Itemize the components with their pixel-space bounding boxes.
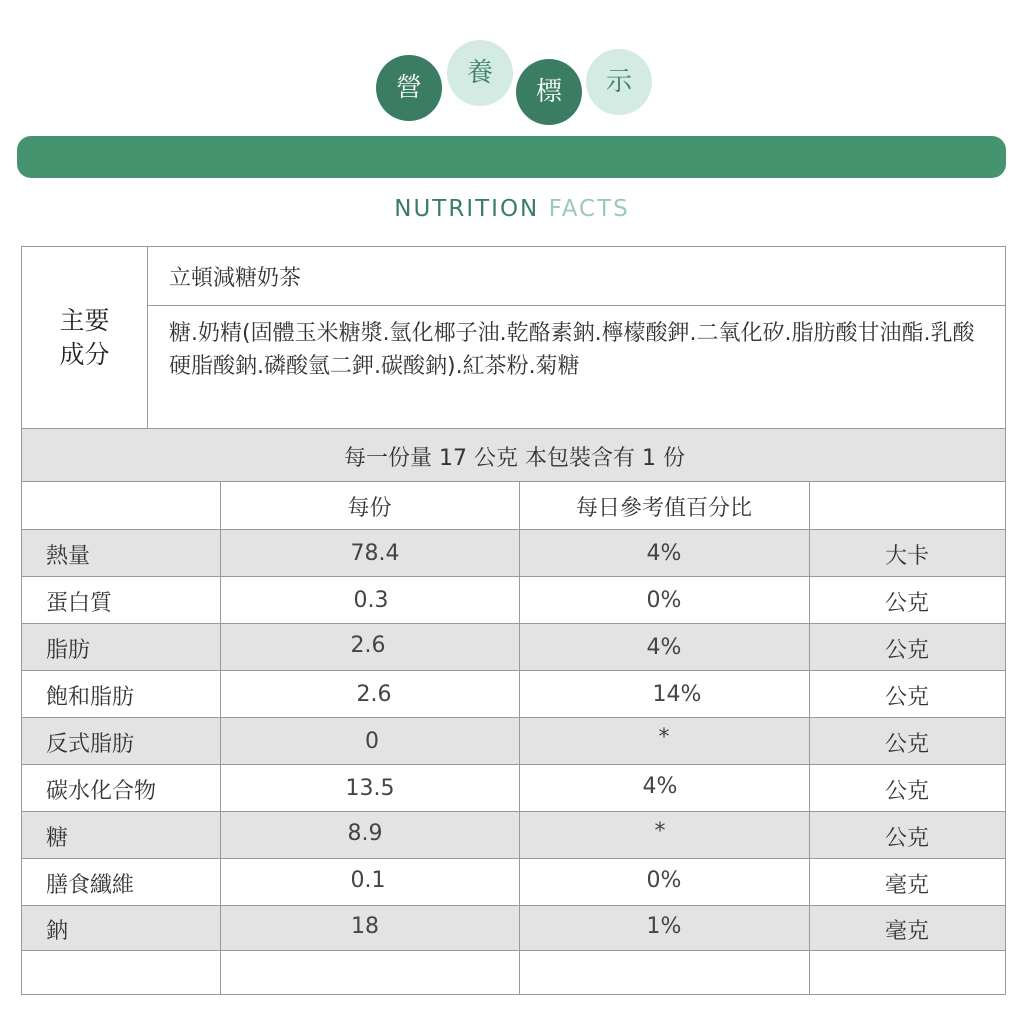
row-label: 熱量 <box>46 544 91 569</box>
row-line <box>22 764 1005 765</box>
row-line <box>22 905 1005 906</box>
row-per-serving: 2.6 <box>356 682 392 707</box>
row-per-serving: 8.9 <box>347 821 383 846</box>
row-unit: 公克 <box>884 591 929 616</box>
ing-name-divider <box>147 305 1005 306</box>
nutrition-facts-title <box>0 196 1024 222</box>
row-daily: 0% <box>646 868 682 893</box>
row-unit: 公克 <box>884 732 929 757</box>
serving-info: 每一份量 17 公克 本包裝含有 1 份 <box>344 446 685 471</box>
row-daily: 4% <box>642 774 678 799</box>
ing-divider <box>147 247 148 428</box>
row-label: 鈉 <box>46 919 69 944</box>
row-unit: 公克 <box>884 685 929 710</box>
row-line <box>22 576 1005 577</box>
header-banner <box>17 136 1006 178</box>
col-header-per-serving: 每份 <box>347 496 392 521</box>
row-label: 脂肪 <box>46 638 91 663</box>
row-line <box>22 529 1005 530</box>
logo-char-4: 示 <box>586 49 652 115</box>
row-per-serving: 18 <box>351 914 379 939</box>
ingredients-text: 糖.奶精(固體玉米糖漿.氫化椰子油.乾酪素鈉.檸檬酸鉀.二氧化矽.脂肪酸甘油酯.乳酸硬脂酸鈉.磷酸氫二鉀.碳酸鈉).紅茶粉.菊糖 <box>169 321 975 379</box>
row-per-serving: 0.3 <box>353 588 389 613</box>
nutrition-table <box>21 246 1006 995</box>
row-unit: 毫克 <box>884 873 929 898</box>
row-daily: 4% <box>646 635 682 660</box>
title-main: NUTRITION <box>394 196 540 222</box>
ingredients-heading-line1: 主要 <box>59 305 110 335</box>
row-line <box>22 717 1005 718</box>
row-label: 蛋白質 <box>46 591 113 616</box>
row-daily: 14% <box>652 682 702 707</box>
row-per-serving: 13.5 <box>345 776 395 801</box>
row-per-serving: 78.4 <box>350 541 400 566</box>
ingredients-heading-line2: 成分 <box>59 339 110 369</box>
product-name: 立頓減糖奶茶 <box>169 266 302 291</box>
row-daily: * <box>654 819 666 844</box>
row-daily: 1% <box>646 914 682 939</box>
row-daily: * <box>658 725 670 750</box>
title-sub: FACTS <box>548 196 630 222</box>
row-per-serving: 0 <box>365 729 379 754</box>
row-label: 反式脂肪 <box>46 732 135 757</box>
row-line <box>22 811 1005 812</box>
ing-bottom-line <box>22 428 1005 429</box>
row-label: 飽和脂肪 <box>46 685 135 710</box>
logo-char-1: 營 <box>376 55 442 121</box>
row-unit: 公克 <box>884 826 929 851</box>
logo-char-3: 標 <box>516 59 582 125</box>
row-unit: 毫克 <box>884 919 929 944</box>
row-line <box>22 858 1005 859</box>
row-line <box>22 950 1005 951</box>
row-daily: 4% <box>646 541 682 566</box>
row-label: 碳水化合物 <box>46 779 157 804</box>
row-daily: 0% <box>646 588 682 613</box>
row-unit: 公克 <box>884 638 929 663</box>
row-line <box>22 623 1005 624</box>
row-unit: 大卡 <box>884 544 929 569</box>
row-per-serving: 2.6 <box>350 633 386 658</box>
col-header-daily-value: 每日參考值百分比 <box>575 496 752 521</box>
row-label: 膳食纖維 <box>46 873 135 898</box>
logo <box>0 40 1024 130</box>
row-unit: 公克 <box>884 779 929 804</box>
row-line <box>22 670 1005 671</box>
row-label: 糖 <box>46 826 69 851</box>
serving-bottom-line <box>22 481 1005 482</box>
row-per-serving: 0.1 <box>350 868 386 893</box>
logo-char-2: 養 <box>447 40 513 106</box>
ingredients-heading <box>22 247 147 428</box>
